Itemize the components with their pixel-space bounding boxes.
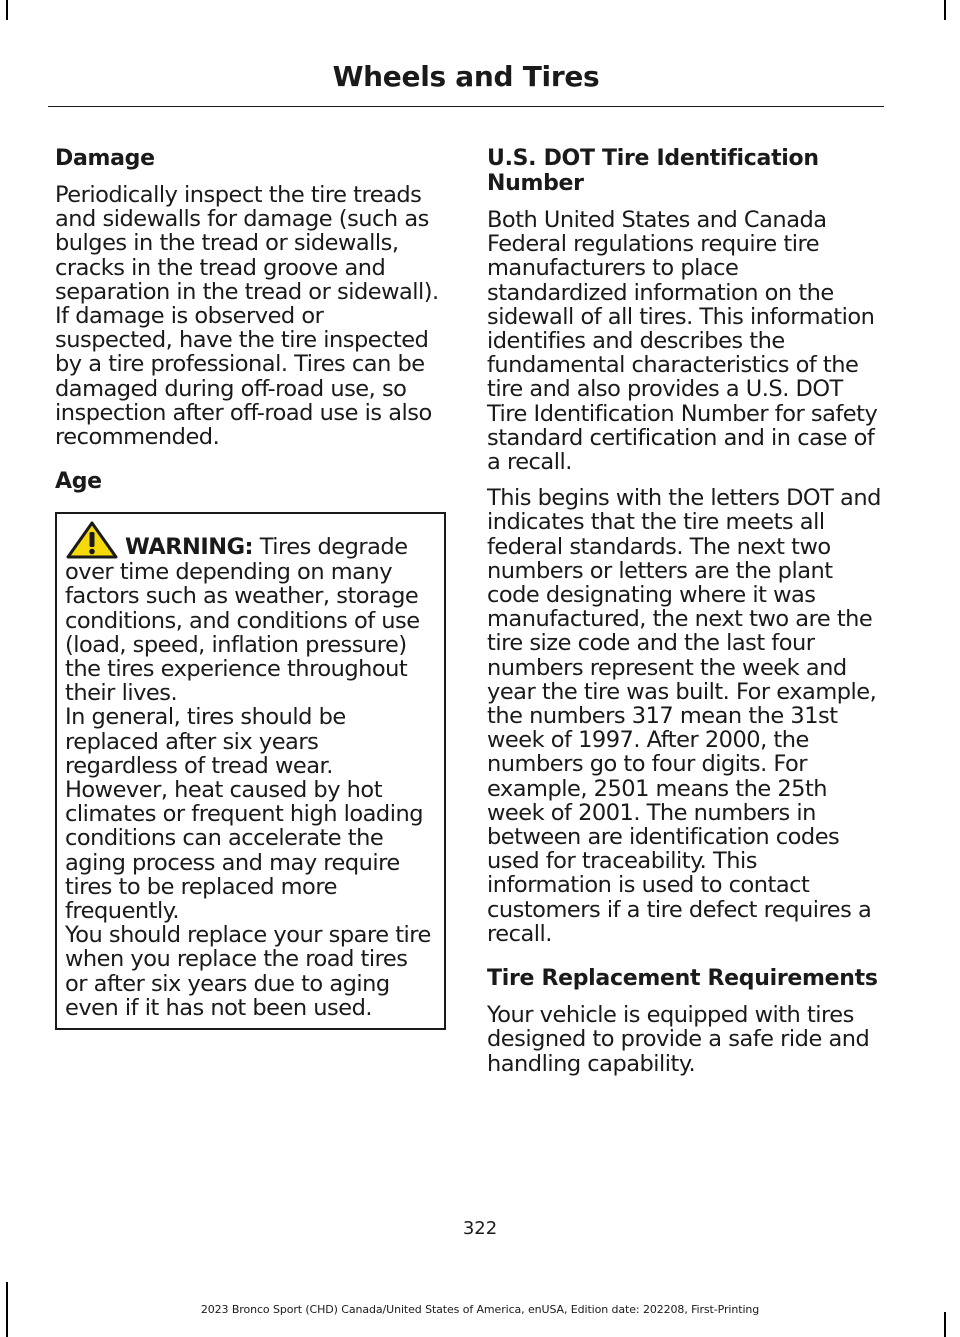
dot-paragraph-1: Both United States and Canada Federal regulations require tire manufacturers to place standardized information on the sidewall of all tires. This information identifies and describes the fundamental characteristics of the tire and also provides a U.S. DOT Tire Identification Number for safety standard certification and in case of a recall. (487, 207, 878, 476)
dot-heading: U.S. DOT Tire Identification Number (487, 146, 819, 196)
warning-lead-text: Tires degrade over time depending on many factors such as weather, storage conditions, and conditions of use (load, speed, inflation pressure) the tires experience throughout their lives. (65, 534, 420, 707)
crop-mark-top-right (944, 0, 946, 20)
warning-paragraph-3: You should replace your spare tire when you replace the road tires or after six years due to aging even if it has not been used. (65, 922, 431, 1021)
header-divider (48, 106, 884, 107)
warning-box (55, 512, 446, 1030)
page-number: 322 (462, 1218, 498, 1239)
warning-paragraph-2: In general, tires should be replaced after six years regardless of tread wear. However, heat caused by hot climates or frequent high loading conditions can accelerate the aging process and may require tires to be replaced more frequently. (65, 704, 424, 925)
footer-edition-info: 2023 Bronco Sport (CHD) Canada/United States of America, enUSA, Edition date: 202208, First-Printing (200, 1303, 760, 1316)
damage-paragraph: Periodically inspect the tire treads and sidewalls for damage (such as bulges in the tread or sidewalls, cracks in the tread groove and separation in the tread or sidewall). If damage is observed or suspected, have the tire inspected by a tire professional. Tires can be damaged during off-road use, so inspection after off-road use is also recommended. (55, 182, 439, 451)
right-column (487, 146, 881, 1088)
damage-heading: Damage (55, 146, 155, 171)
warning-paragraph-1 (65, 520, 436, 705)
replacement-paragraph: Your vehicle is equipped with tires designed to provide a safe ride and handling capability. (487, 1002, 870, 1077)
dot-paragraph-2: This begins with the letters DOT and indicates that the tire meets all federal standards. The next two numbers or letters are the plant code designating where it was manufactured, the next two are the tire size code and the last four numbers represent the week and year the tire was built. For example, the numbers 317 mean the 31st week of 1997. After 2000, the numbers go to four digits. For example, 2501 means the 25th week of 2001. The numbers in between are identification codes used for traceability. This information is used to contact customers if a tire defect requires a recall. (487, 485, 881, 947)
age-heading: Age (55, 469, 102, 495)
crop-mark-top-left (6, 0, 8, 20)
warning-label: WARNING: (125, 534, 254, 561)
warning-triangle-icon (65, 520, 119, 560)
page-title: Wheels and Tires (332, 60, 600, 93)
replacement-heading: Tire Replacement Requirements (487, 966, 878, 992)
left-column (55, 146, 447, 1030)
